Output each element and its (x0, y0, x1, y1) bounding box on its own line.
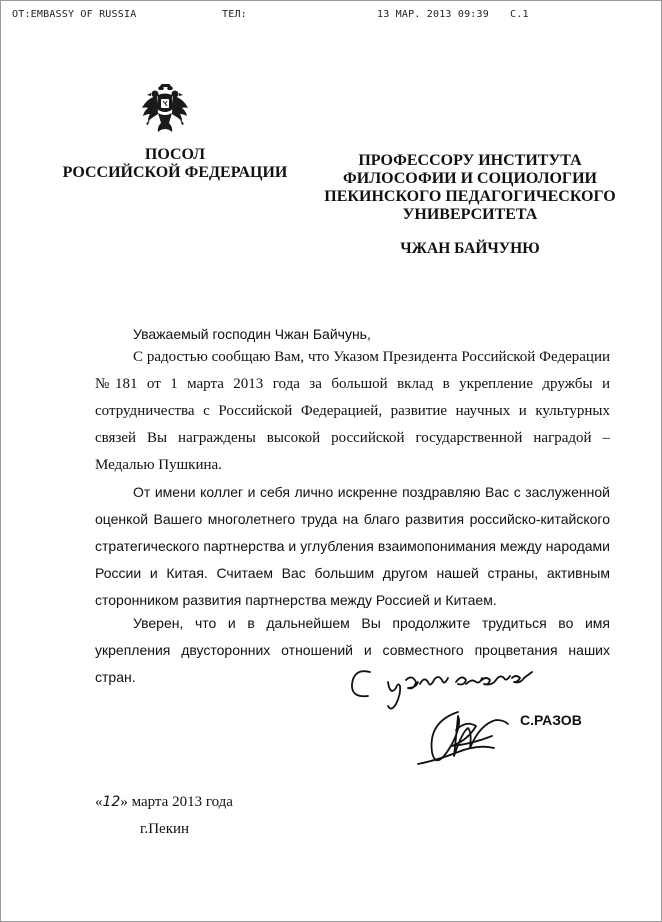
recipient-line2: ФИЛОСОФИИ И СОЦИОЛОГИИ (343, 170, 597, 187)
recipient-line3: ПЕКИНСКОГО ПЕДАГОГИЧЕСКОГО (324, 188, 616, 205)
fax-sender: OT:EMBASSY OF RUSSIA (12, 9, 137, 20)
sender-title (55, 146, 295, 182)
recipient-line1: ПРОФЕССОРУ ИНСТИТУТА (358, 152, 582, 169)
recipient-line4: УНИВЕРСИТЕТА (402, 206, 538, 223)
fax-tel-label: ТЕЛ: (222, 9, 247, 20)
double-headed-eagle-emblem-icon (140, 83, 190, 135)
sender-title-line1: ПОСОЛ (144, 146, 206, 163)
recipient-block (300, 152, 640, 224)
fax-timestamp: 13 МАР. 2013 09:39 (377, 9, 489, 20)
date-close-quote: » (120, 794, 128, 810)
letter-paragraph-2: От имени коллег и себя лично искренне поздравляю Вас с заслуженной оценкой Вашего многолетнего труда на благо развития российско-китайского стратегического партнерства и углубления взаимопонимания между народами России и Китая. Считаем Вас большим другом нашей страны, активным сторонником развития партнерства между Россией и Китаем. (95, 484, 610, 608)
letter-paragraph-3: Уверен, что и в дальнейшем Вы продолжите трудиться во имя укрепления двусторонних отношений и совместного процветания наших стран. (95, 615, 610, 685)
letter-paragraph-1: С радостью сообщаю Вам, что Указом Президента Российской Федерации №181 от 1 марта 2013 года за большой вклад в укрепление дружбы и сотрудничества с Российской Федерацией, развитие научных и культурных связей Вы награждены высокой российской государственной наградой – Медалью Пушкина. (95, 349, 610, 473)
date-day: 12 (102, 794, 121, 810)
letter-date (95, 794, 233, 811)
signer-name: С.РАЗОВ (520, 712, 582, 728)
sender-title-line2: РОССИЙСКОЙ ФЕДЕРАЦИИ (62, 164, 288, 181)
letter-city: г.Пекин (140, 821, 190, 837)
date-month-year: марта 2013 года (127, 794, 233, 810)
recipient-name: ЧЖАН БАЙЧУНЮ (400, 240, 540, 257)
fax-page-number: С.1 (510, 9, 529, 20)
letter-greeting: Уважаемый господин Чжан Байчунь, (133, 326, 371, 342)
date-open-quote: « (95, 794, 103, 810)
